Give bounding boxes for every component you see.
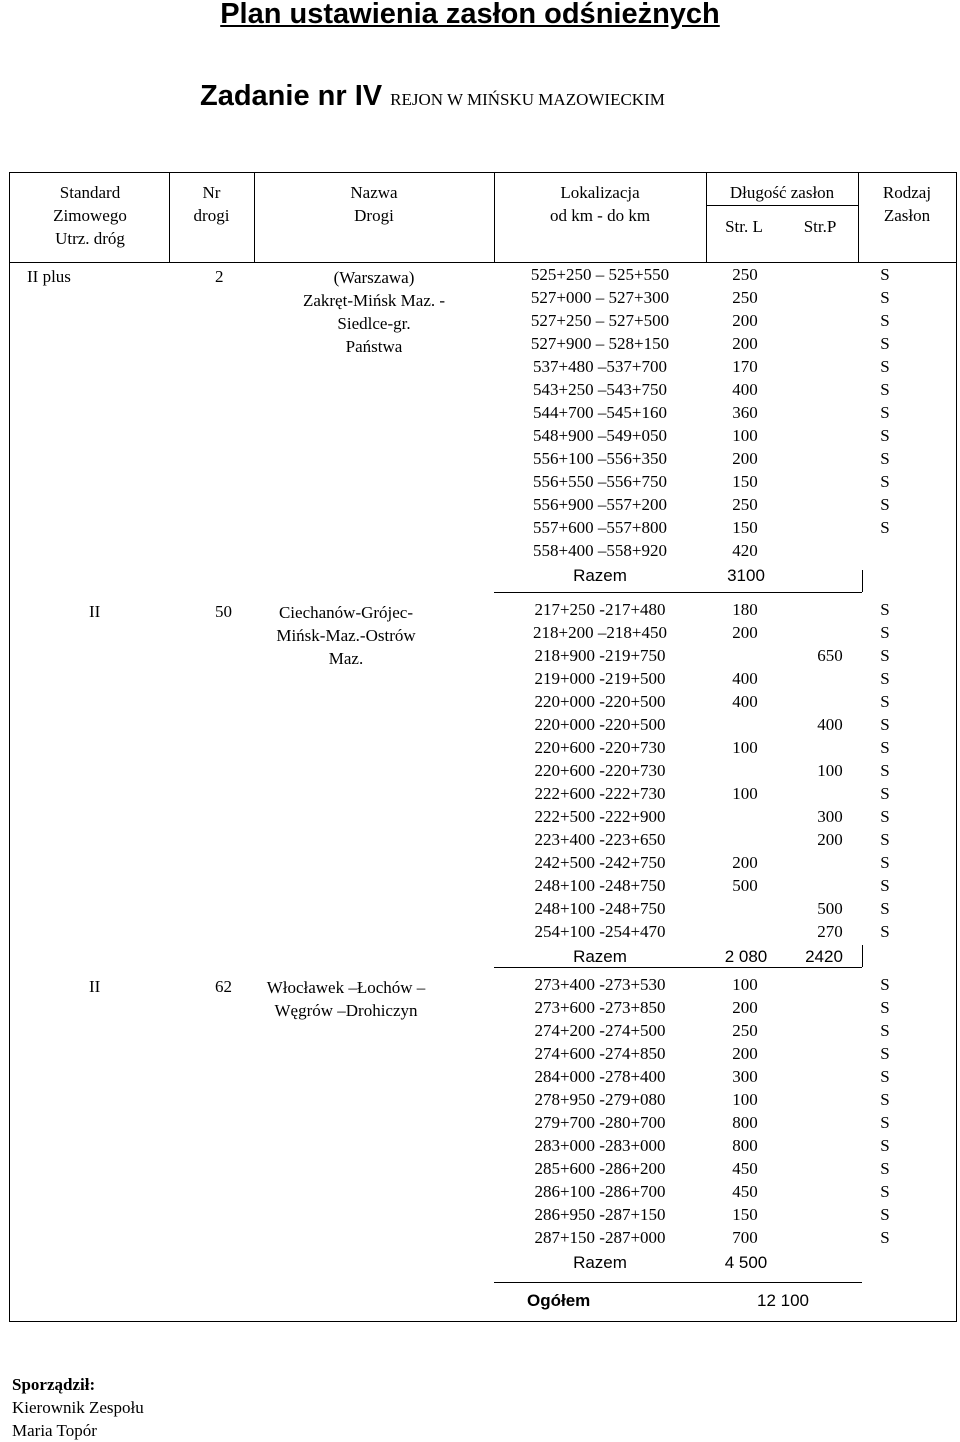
section2-standard: II xyxy=(89,602,101,621)
row-location: 543+250 –543+750 xyxy=(533,380,667,399)
row-fence-type: S xyxy=(880,1044,890,1063)
row-length-right: 100 xyxy=(817,761,843,780)
row-location: 273+400 -273+530 xyxy=(534,975,666,994)
header-divider xyxy=(9,262,957,263)
section3-road-name: Włocławek –Łochów – Węgrów –Drohiczyn xyxy=(266,978,426,1020)
section1-road-name: (Warszawa) Zakręt-Mińsk Maz. - Siedlce-gr. Państwa xyxy=(302,268,446,356)
row-fence-type: S xyxy=(880,646,890,665)
row-location: 279+700 -280+700 xyxy=(534,1113,666,1132)
row-length-left: 300 xyxy=(732,1067,758,1086)
row-location: 284+000 -278+400 xyxy=(534,1067,666,1086)
row-fence-type: S xyxy=(880,830,890,849)
row-fence-type: S xyxy=(880,1205,890,1224)
row-length-right: 300 xyxy=(817,807,843,826)
row-fence-type: S xyxy=(880,1159,890,1178)
row-location: 556+550 –556+750 xyxy=(533,472,667,491)
row-fence-type: S xyxy=(880,1067,890,1086)
row-fence-type: S xyxy=(880,761,890,780)
row-fence-type: S xyxy=(880,623,890,642)
row-fence-type: S xyxy=(880,495,890,514)
row-length-left: 100 xyxy=(732,738,758,757)
row-location: 558+400 –558+920 xyxy=(533,541,667,560)
row-location: 287+150 -287+000 xyxy=(534,1228,666,1247)
row-location: 285+600 -286+200 xyxy=(534,1159,666,1178)
header-rodzaj: Rodzaj Zasłon xyxy=(882,183,932,225)
section2-total-top xyxy=(494,967,862,968)
row-location: 537+480 –537+700 xyxy=(533,357,667,376)
row-length-left: 450 xyxy=(732,1159,758,1178)
grand-total-top xyxy=(494,1282,862,1283)
row-fence-type: S xyxy=(880,715,890,734)
row-fence-type: S xyxy=(880,692,890,711)
section3-nr: 62 xyxy=(215,977,232,996)
section-total-label: Razem xyxy=(573,566,627,585)
row-fence-type: S xyxy=(880,876,890,895)
row-fence-type: S xyxy=(880,1113,890,1132)
row-length-right: 500 xyxy=(817,899,843,918)
row-location: 527+000 – 527+300 xyxy=(530,288,670,307)
signature-block xyxy=(12,1373,144,1442)
row-length-left: 180 xyxy=(732,600,758,619)
row-fence-type: S xyxy=(880,1228,890,1247)
row-location: 219+000 -219+500 xyxy=(534,669,666,688)
row-length-left: 170 xyxy=(732,357,758,376)
row-location: 274+600 -274+850 xyxy=(534,1044,666,1063)
header-str-p: Str.P xyxy=(803,217,837,236)
grand-total-label: Ogółem xyxy=(527,1291,591,1310)
row-location: 220+600 -220+730 xyxy=(534,761,666,780)
row-fence-type: S xyxy=(880,357,890,376)
row-location: 222+600 -222+730 xyxy=(534,784,666,803)
row-location: 556+100 –556+350 xyxy=(533,449,667,468)
row-length-left: 800 xyxy=(732,1136,758,1155)
row-location: 556+900 –557+200 xyxy=(533,495,667,514)
row-length-left: 150 xyxy=(732,518,758,537)
row-fence-type: S xyxy=(880,1182,890,1201)
row-location: 254+100 -254+470 xyxy=(534,922,666,941)
row-length-left: 200 xyxy=(732,311,758,330)
row-location: 220+000 -220+500 xyxy=(534,692,666,711)
row-fence-type: S xyxy=(880,784,890,803)
row-location: 218+200 –218+450 xyxy=(533,623,667,642)
signature-label: Sporządził: xyxy=(12,1375,96,1394)
row-location: 223+400 -223+650 xyxy=(534,830,666,849)
row-length-left: 420 xyxy=(732,541,758,560)
section1-standard: II plus xyxy=(27,267,71,286)
section-total-label: Razem xyxy=(573,1253,627,1272)
row-length-left: 250 xyxy=(732,495,758,514)
section1-total-top xyxy=(494,592,862,593)
row-fence-type: S xyxy=(880,472,890,491)
row-fence-type: S xyxy=(880,426,890,445)
row-location: 273+600 -273+850 xyxy=(534,998,666,1017)
signature-line2: Maria Topór xyxy=(12,1421,97,1440)
section2-total-right xyxy=(862,945,863,967)
row-length-left: 400 xyxy=(732,692,758,711)
section3-standard: II xyxy=(89,977,101,996)
section1-nr: 2 xyxy=(215,267,224,286)
row-fence-type: S xyxy=(880,1021,890,1040)
header-nr: Nr drogi xyxy=(193,183,230,225)
header-standard: Standard Zimowego Utrz. dróg xyxy=(53,183,127,248)
row-fence-type: S xyxy=(880,518,890,537)
row-location: 548+900 –549+050 xyxy=(533,426,667,445)
row-length-left: 100 xyxy=(732,975,758,994)
row-fence-type: S xyxy=(880,449,890,468)
section-total-left: 4 500 xyxy=(724,1253,768,1272)
row-length-right: 200 xyxy=(817,830,843,849)
subtitle-main: Zadanie nr IV xyxy=(200,80,383,112)
row-length-left: 200 xyxy=(732,449,758,468)
row-length-left: 800 xyxy=(732,1113,758,1132)
page-title: Plan ustawienia zasłon odśnieżnych xyxy=(220,0,720,30)
row-length-left: 200 xyxy=(732,998,758,1017)
row-location: 217+250 -217+480 xyxy=(534,600,666,619)
section-total-right: 2420 xyxy=(805,947,843,966)
subtitle-region: REJON W MIŃSKU MAZOWIECKIM xyxy=(390,90,665,109)
row-length-left: 250 xyxy=(732,265,758,284)
row-length-left: 200 xyxy=(732,334,758,353)
section-total-left: 2 080 xyxy=(724,947,768,966)
section2-nr: 50 xyxy=(215,602,232,621)
grand-total-value: 12 100 xyxy=(757,1291,809,1310)
row-fence-type: S xyxy=(880,853,890,872)
row-length-left: 450 xyxy=(732,1182,758,1201)
row-length-left: 200 xyxy=(732,623,758,642)
row-fence-type: S xyxy=(880,899,890,918)
row-fence-type: S xyxy=(880,265,890,284)
row-fence-type: S xyxy=(880,738,890,757)
section2-road-name: Ciechanów-Grójec- Mińsk-Maz.-Ostrów Maz. xyxy=(276,603,416,668)
row-length-left: 360 xyxy=(732,403,758,422)
row-length-left: 250 xyxy=(732,1021,758,1040)
row-fence-type: S xyxy=(880,288,890,307)
row-location: 527+900 – 528+150 xyxy=(530,334,670,353)
row-fence-type: S xyxy=(880,311,890,330)
row-location: 557+600 –557+800 xyxy=(533,518,667,537)
row-length-left: 150 xyxy=(732,472,758,491)
row-location: 220+000 -220+500 xyxy=(534,715,666,734)
row-fence-type: S xyxy=(880,380,890,399)
row-location: 248+100 -248+750 xyxy=(534,876,666,895)
row-length-left: 100 xyxy=(732,426,758,445)
row-location: 218+900 -219+750 xyxy=(534,646,666,665)
section-total-left: 3100 xyxy=(727,566,765,585)
row-length-right: 270 xyxy=(817,922,843,941)
row-location: 220+600 -220+730 xyxy=(534,738,666,757)
signature-line1: Kierownik Zespołu xyxy=(12,1398,144,1417)
row-fence-type: S xyxy=(880,403,890,422)
section-total-label: Razem xyxy=(573,947,627,966)
row-fence-type: S xyxy=(880,975,890,994)
row-location: 283+000 -283+000 xyxy=(534,1136,666,1155)
row-length-left: 500 xyxy=(732,876,758,895)
length-subheader-divider xyxy=(706,205,858,206)
row-length-left: 200 xyxy=(732,1044,758,1063)
section1-total-right xyxy=(862,570,863,592)
row-location: 278+950 -279+080 xyxy=(534,1090,666,1109)
row-location: 242+500 -242+750 xyxy=(534,853,666,872)
row-fence-type: S xyxy=(880,669,890,688)
row-fence-type: S xyxy=(880,1136,890,1155)
row-location: 286+950 -287+150 xyxy=(534,1205,666,1224)
row-length-right: 400 xyxy=(817,715,843,734)
row-fence-type: S xyxy=(880,600,890,619)
header-str-l: Str. L xyxy=(725,217,763,236)
row-length-left: 100 xyxy=(732,784,758,803)
row-fence-type: S xyxy=(880,922,890,941)
row-fence-type: S xyxy=(880,1090,890,1109)
row-location: 222+500 -222+900 xyxy=(534,807,666,826)
row-length-right: 650 xyxy=(817,646,843,665)
row-fence-type: S xyxy=(880,998,890,1017)
row-location: 527+250 – 527+500 xyxy=(530,311,670,330)
header-dlugosc: Długość zasłon xyxy=(729,183,835,202)
row-fence-type: S xyxy=(880,807,890,826)
row-location: 286+100 -286+700 xyxy=(534,1182,666,1201)
row-location: 525+250 – 525+550 xyxy=(530,265,670,284)
page-subtitle xyxy=(200,82,665,111)
row-length-left: 150 xyxy=(732,1205,758,1224)
row-location: 248+100 -248+750 xyxy=(534,899,666,918)
row-location: 274+200 -274+500 xyxy=(534,1021,666,1040)
header-nazwa: Nazwa Drogi xyxy=(350,183,398,225)
row-length-left: 200 xyxy=(732,853,758,872)
header-lokalizacja: Lokalizacja od km - do km xyxy=(549,183,651,225)
row-location: 544+700 –545+160 xyxy=(533,403,667,422)
row-fence-type: S xyxy=(880,334,890,353)
row-length-left: 100 xyxy=(732,1090,758,1109)
row-length-left: 700 xyxy=(732,1228,758,1247)
row-length-left: 400 xyxy=(732,380,758,399)
row-length-left: 400 xyxy=(732,669,758,688)
row-length-left: 250 xyxy=(732,288,758,307)
